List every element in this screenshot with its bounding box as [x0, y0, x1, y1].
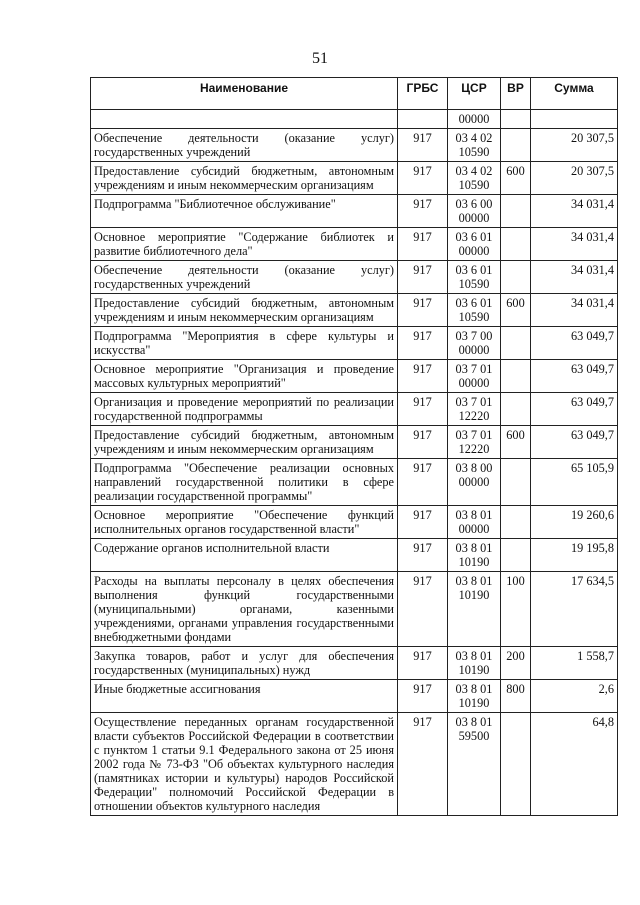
row-csr-code-suffix: 10190 [458, 588, 490, 602]
table-row [91, 506, 618, 539]
row-vr: 100 [501, 572, 531, 647]
row-sum: 19 195,8 [531, 539, 618, 572]
row-sum: 63 049,7 [531, 426, 618, 459]
row-vr: 800 [501, 680, 531, 713]
row-name: Предоставление субсидий бюджетным, автономным учреждениям и иным некоммерческим организациям [91, 294, 398, 327]
row-grbs [398, 110, 448, 129]
row-sum: 17 634,5 [531, 572, 618, 647]
row-csr-code-suffix: 00000 [458, 475, 490, 489]
budget-table [90, 77, 618, 816]
row-grbs: 917 [398, 539, 448, 572]
row-csr-code-suffix: 12220 [458, 409, 490, 423]
row-csr-code-prefix: 03 6 01 [455, 296, 493, 310]
row-sum: 63 049,7 [531, 327, 618, 360]
table-row [91, 539, 618, 572]
row-sum: 63 049,7 [531, 393, 618, 426]
table-row [91, 360, 618, 393]
row-csr [448, 459, 501, 506]
row-vr [501, 539, 531, 572]
row-name: Обеспечение деятельности (оказание услуг) государственных учреждений [91, 129, 398, 162]
row-sum: 19 260,6 [531, 506, 618, 539]
row-csr-code-prefix: 03 6 01 [455, 263, 493, 277]
row-grbs: 917 [398, 294, 448, 327]
row-sum [531, 110, 618, 129]
row-sum: 1 558,7 [531, 647, 618, 680]
row-csr-code-prefix: 03 7 01 [455, 362, 493, 376]
row-name: Подпрограмма "Библиотечное обслуживание" [91, 195, 398, 228]
table-row [91, 459, 618, 506]
row-grbs: 917 [398, 680, 448, 713]
row-csr-code-suffix: 10190 [458, 663, 490, 677]
row-csr [448, 195, 501, 228]
table-row [91, 572, 618, 647]
row-vr [501, 228, 531, 261]
page-number: 51 [312, 50, 328, 67]
header-vr: ВР [501, 78, 531, 110]
table-row [91, 680, 618, 713]
row-name: Содержание органов исполнительной власти [91, 539, 398, 572]
row-csr-code-prefix: 03 8 01 [455, 715, 493, 729]
row-vr [501, 110, 531, 129]
row-csr-code-prefix: 03 7 01 [455, 428, 493, 442]
row-name: Предоставление субсидий бюджетным, автономным учреждениям и иным некоммерческим организациям [91, 162, 398, 195]
row-vr [501, 393, 531, 426]
row-csr [448, 572, 501, 647]
header-grbs: ГРБС [398, 78, 448, 110]
row-csr-code-prefix: 03 8 01 [455, 508, 493, 522]
row-csr-code-prefix: 03 8 00 [455, 461, 493, 475]
row-csr-code-suffix: 00000 [458, 244, 490, 258]
row-grbs: 917 [398, 360, 448, 393]
table-row [91, 110, 618, 129]
row-grbs: 917 [398, 228, 448, 261]
row-csr-code-suffix: 10590 [458, 310, 490, 324]
row-name: Обеспечение деятельности (оказание услуг) государственных учреждений [91, 261, 398, 294]
row-vr: 600 [501, 426, 531, 459]
row-name: Основное мероприятие "Организация и проведение массовых культурных мероприятий" [91, 360, 398, 393]
table-row [91, 195, 618, 228]
header-name: Наименование [91, 78, 398, 110]
row-vr [501, 360, 531, 393]
table-row [91, 647, 618, 680]
row-csr-code-suffix: 10590 [458, 277, 490, 291]
row-csr [448, 129, 501, 162]
table-row [91, 327, 618, 360]
row-name [91, 110, 398, 129]
table-row [91, 393, 618, 426]
header-csr: ЦСР [448, 78, 501, 110]
table-row [91, 713, 618, 816]
row-csr [448, 228, 501, 261]
row-name: Расходы на выплаты персоналу в целях обеспечения выполнения функций государственными (муниципальными) органами, казенными учреждениями, органами управления государственными внебюджетными фондами [91, 572, 398, 647]
row-csr [448, 680, 501, 713]
header-sum: Сумма [531, 78, 618, 110]
row-csr-code-prefix: 03 8 01 [455, 682, 493, 696]
row-csr [448, 327, 501, 360]
row-sum: 2,6 [531, 680, 618, 713]
row-vr [501, 327, 531, 360]
row-csr [448, 294, 501, 327]
row-csr-code-suffix: 00000 [458, 112, 490, 126]
row-csr-code-suffix: 10190 [458, 696, 490, 710]
row-csr-code-suffix: 59500 [458, 729, 490, 743]
row-grbs: 917 [398, 393, 448, 426]
table-row [91, 294, 618, 327]
row-name: Подпрограмма "Мероприятия в сфере культуры и искусства" [91, 327, 398, 360]
row-grbs: 917 [398, 129, 448, 162]
row-name: Основное мероприятие "Обеспечение функций исполнительных органов государственной власти" [91, 506, 398, 539]
row-vr [501, 261, 531, 294]
table-row [91, 162, 618, 195]
row-csr [448, 539, 501, 572]
row-csr-code-suffix: 10590 [458, 145, 490, 159]
row-vr [501, 713, 531, 816]
row-grbs: 917 [398, 713, 448, 816]
row-vr: 600 [501, 162, 531, 195]
row-csr [448, 110, 501, 129]
row-csr-code-suffix: 00000 [458, 522, 490, 536]
row-vr [501, 459, 531, 506]
row-name: Закупка товаров, работ и услуг для обеспечения государственных (муниципальных) нужд [91, 647, 398, 680]
row-grbs: 917 [398, 647, 448, 680]
row-csr [448, 162, 501, 195]
row-sum: 20 307,5 [531, 162, 618, 195]
row-csr [448, 647, 501, 680]
row-csr [448, 261, 501, 294]
row-sum: 20 307,5 [531, 129, 618, 162]
row-csr [448, 393, 501, 426]
row-sum: 34 031,4 [531, 195, 618, 228]
row-csr [448, 506, 501, 539]
row-grbs: 917 [398, 459, 448, 506]
row-vr [501, 195, 531, 228]
row-grbs: 917 [398, 327, 448, 360]
row-csr [448, 426, 501, 459]
row-csr-code-prefix: 03 7 00 [455, 329, 493, 343]
row-name: Предоставление субсидий бюджетным, автономным учреждениям и иным некоммерческим организациям [91, 426, 398, 459]
row-grbs: 917 [398, 572, 448, 647]
row-csr-code-prefix: 03 8 01 [455, 574, 493, 588]
row-name: Осуществление переданных органам государственной власти субъектов Российской Федерации в соответствии с пунктом 1 статьи 9.1 Федерального закона от 25 июня 2002 года № 73-ФЗ "Об объектах культурного наследия (памятниках истории и культуры) народов Российской Федерации" полномочий Российской Федерации в отношении объектов культурного наследия [91, 713, 398, 816]
row-sum: 34 031,4 [531, 228, 618, 261]
row-sum: 65 105,9 [531, 459, 618, 506]
row-csr-code-suffix: 00000 [458, 211, 490, 225]
row-grbs: 917 [398, 426, 448, 459]
row-csr [448, 713, 501, 816]
row-grbs: 917 [398, 195, 448, 228]
row-sum: 34 031,4 [531, 261, 618, 294]
table-row [91, 129, 618, 162]
row-grbs: 917 [398, 506, 448, 539]
row-csr-code-suffix: 00000 [458, 343, 490, 357]
row-vr [501, 129, 531, 162]
row-name: Основное мероприятие "Содержание библиотек и развитие библиотечного дела" [91, 228, 398, 261]
row-sum: 34 031,4 [531, 294, 618, 327]
table-header-row [91, 78, 618, 110]
row-csr-code-prefix: 03 8 01 [455, 541, 493, 555]
table-body [91, 110, 618, 816]
table-row [91, 261, 618, 294]
row-vr: 600 [501, 294, 531, 327]
row-vr: 200 [501, 647, 531, 680]
row-csr-code-prefix: 03 6 00 [455, 197, 493, 211]
row-grbs: 917 [398, 162, 448, 195]
row-csr-code-suffix: 10590 [458, 178, 490, 192]
table-row [91, 228, 618, 261]
row-csr-code-prefix: 03 8 01 [455, 649, 493, 663]
row-csr-code-prefix: 03 6 01 [455, 230, 493, 244]
table-row [91, 426, 618, 459]
row-csr-code-prefix: 03 7 01 [455, 395, 493, 409]
row-csr-code-suffix: 10190 [458, 555, 490, 569]
row-csr [448, 360, 501, 393]
row-vr [501, 506, 531, 539]
row-name: Иные бюджетные ассигнования [91, 680, 398, 713]
row-csr-code-suffix: 12220 [458, 442, 490, 456]
row-name: Организация и проведение мероприятий по реализации государственной подпрограммы [91, 393, 398, 426]
row-csr-code-prefix: 03 4 02 [455, 164, 493, 178]
row-csr-code-suffix: 00000 [458, 376, 490, 390]
row-grbs: 917 [398, 261, 448, 294]
row-name: Подпрограмма "Обеспечение реализации основных направлений государственной политики в сфере реализации государственной программы" [91, 459, 398, 506]
row-sum: 63 049,7 [531, 360, 618, 393]
row-csr-code-prefix: 03 4 02 [455, 131, 493, 145]
row-sum: 64,8 [531, 713, 618, 816]
